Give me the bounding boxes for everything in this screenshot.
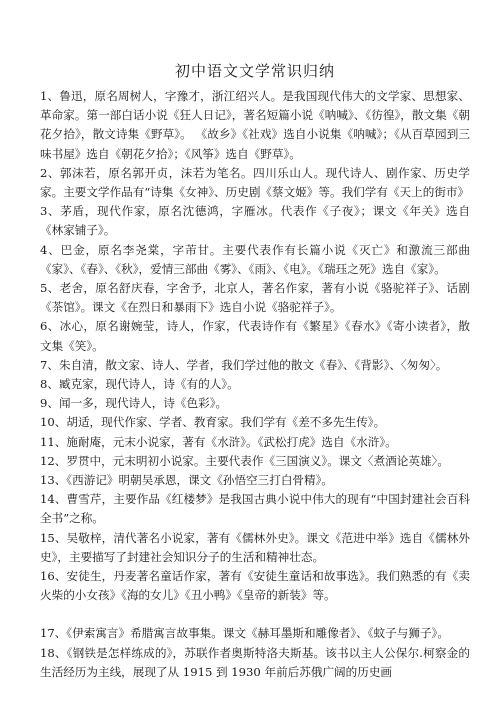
paragraph-1: 1、鲁迅，原名周树人，字豫才，浙江绍兴人。是我国现代伟大的文学家、思想家、革命家。第一部白话小说《狂人日记》，著名短篇小说《呐喊》、《彷徨》，散文集《朝花夕拾》，散文诗集《野草》。 《故乡》《社戏》选自小说集《呐喊》；《从百草园到三味书屋》选自《朝花夕拾》；《风筝》选自《野草》。 [40,89,470,161]
paragraph-6: 6、冰心，原名谢婉莹，诗人，作家，代表诗作有《繁星》《春水》《寄小读者》，散文集《笑》。 [40,319,470,353]
paragraph-12: 12、罗贯中，元末明初小说家。主要代表作《三国演义》。课文〈煮酒论英雄〉。 [40,453,449,468]
paragraph-13: 13、《西游记》明朝吴承恩，课文《孙悟空三打白骨精》。 [40,473,333,488]
paragraph-18: 18、《钢铁是怎样练成的》，苏联作者奥斯特洛夫斯基。该书以主人公保尔.柯察金的生活经历为主线，展现了从 1915 到 1930 年前后苏俄广阔的历史画 [40,645,470,679]
paragraph-5: 5、老舍，原名舒庆春，字舍予，北京人，著名作家，著有小说《骆驼祥子》、话剧《茶馆》。课文《在烈日和暴雨下》选自小说《骆驼祥子》。 [40,281,470,315]
paragraph-17: 17、《伊索寓言》希腊寓言故事集。课文《赫耳墨斯和雕像者》、《蚊子与狮子》。 [40,626,449,641]
paragraph-9: 9、闻一多，现代诗人，诗《色彩》。 [40,396,228,411]
paragraph-4: 4、巴金，原名李尧棠，字芾甘。主要代表作有长篇小说《灭亡》和激流三部曲《家》、《春》、《秋》，爱情三部曲《雾》、《雨》、《电》。《瑞珏之死》选自《家》。 [40,242,470,276]
paragraph-2: 2、郭沫若，原名郭开贞，沫若为笔名。四川乐山人。现代诗人、剧作家、历史学家。主要文学作品有“诗集《女神》、历史剧《蔡文姬》等。我们学有《天上的街市》 [40,165,470,200]
paragraph-14: 14、曹雪芹，主要作品《红楼梦》是我国古典小说中伟大的现有“中国封建社会百科全书”之称。 [40,492,470,526]
paragraph-11: 11、施耐庵，元末小说家，著有《水浒》。《武松打虎》选自《水浒》。 [40,434,397,449]
paragraph-3: 3、茅盾，现代作家，原名沈德鸿，字雁冰。代表作《子夜》；课文《年关》选自《林家铺子》。 [40,204,470,238]
paragraph-16: 16、安徒生，丹麦著名童话作家，著有《安徒生童话和故事选》。我们熟悉的有《卖火柴的小女孩》《海的女儿》《丑小鸭》《皇帝的新装》等。 [40,569,470,603]
document-page [40,0,470,707]
blank-line [40,605,470,624]
paragraph-7: 7、朱自清，散文家、诗人、学者，我们学过他的散文《春》、《背影》、〈匆匆〉。 [40,357,448,372]
paragraph-15: 15、吴敬梓，清代著名小说家，著有《儒林外史》。课文《范进中举》选自《儒林外史》，主要描写了封建社会知识分子的生活和精神壮态。 [40,530,470,564]
document-title: 初中语文文学常识归纳 [174,62,335,80]
paragraph-8: 8、臧克家，现代诗人，诗《有的人》。 [40,377,239,392]
paragraph-10: 10、胡适，现代作家、学者、教育家。我们学有《差不多先生传》。 [40,415,386,430]
